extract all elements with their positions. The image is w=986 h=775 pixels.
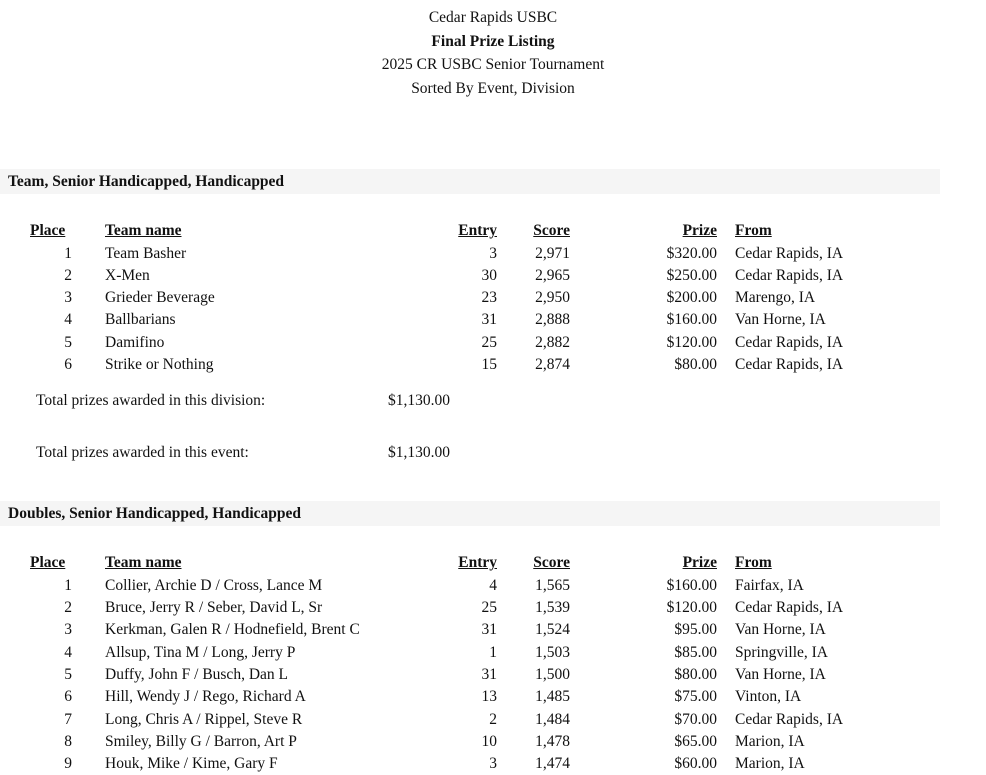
cell-place: 1	[64, 244, 72, 262]
sort-description: Sorted By Event, Division	[411, 79, 575, 97]
table-row	[28, 354, 940, 376]
prize-table	[28, 551, 940, 775]
cell-score: 1,474	[535, 755, 570, 773]
section-title-bar	[0, 169, 940, 194]
cell-score: 2,888	[535, 311, 570, 329]
column-header-score-label: Score	[533, 554, 570, 572]
cell-prize: $75.00	[674, 688, 717, 706]
cell-from: Van Horne, IA	[735, 311, 826, 329]
column-header-entry	[455, 551, 497, 575]
cell-from: Vinton, IA	[735, 688, 802, 706]
cell-from: Marion, IA	[735, 755, 805, 773]
cell-place: 5	[64, 665, 72, 683]
cell-prize: $160.00	[666, 311, 717, 329]
cell-prize: $65.00	[674, 732, 717, 750]
cell-score: 2,971	[535, 244, 570, 262]
cell-place: 2	[64, 599, 72, 617]
report-title: Final Prize Listing	[431, 32, 555, 50]
cell-score: 1,478	[535, 732, 570, 750]
cell-prize: $80.00	[674, 355, 717, 373]
cell-team: Houk, Mike / Kime, Gary F	[105, 755, 278, 773]
table-row	[28, 619, 940, 641]
cell-place: 7	[64, 710, 72, 728]
total-division-line	[36, 393, 986, 409]
section-title-bar	[0, 501, 940, 526]
cell-team: X-Men	[105, 266, 150, 284]
column-header-entry	[455, 219, 497, 243]
org-name: Cedar Rapids USBC	[428, 9, 558, 26]
cell-team: Kerkman, Galen R / Hodnefield, Brent C	[105, 621, 360, 639]
column-header-place-label: Place	[30, 554, 66, 572]
cell-score: 1,484	[535, 710, 570, 728]
cell-prize: $250.00	[666, 266, 717, 284]
cell-team: Hill, Wendy J / Rego, Richard A	[105, 688, 306, 706]
cell-score: 2,882	[535, 333, 570, 351]
cell-from: Cedar Rapids, IA	[735, 333, 844, 351]
cell-team: Collier, Archie D / Cross, Lance M	[105, 576, 323, 594]
cell-from: Van Horne, IA	[735, 665, 826, 683]
cell-prize: $95.00	[674, 621, 717, 639]
table-row	[28, 642, 940, 664]
cell-place: 2	[64, 266, 72, 284]
total-amount: $1,130.00	[388, 444, 450, 462]
cell-from: Springville, IA	[735, 643, 828, 661]
column-header-place-label: Place	[30, 222, 66, 239]
section-title: Team, Senior Handicapped, Handicapped	[8, 173, 285, 190]
cell-team: Grieder Beverage	[105, 289, 215, 307]
cell-team: Bruce, Jerry R / Seber, David L, Sr	[105, 599, 323, 617]
cell-place: 6	[64, 688, 72, 706]
total-event-line	[36, 445, 986, 461]
cell-score: 2,874	[535, 355, 570, 373]
cell-team: Duffy, John F / Busch, Dan L	[105, 665, 288, 683]
cell-entry: 31	[481, 621, 497, 639]
cell-entry: 3	[489, 755, 497, 773]
cell-place: 3	[64, 621, 72, 639]
table-row	[28, 753, 940, 775]
cell-team: Team Basher	[105, 244, 187, 262]
column-header-prize-label: Prize	[682, 554, 717, 572]
column-header-team-label: Team name	[105, 222, 182, 239]
sections-container	[0, 169, 986, 775]
cell-prize: $80.00	[674, 665, 717, 683]
cell-entry: 10	[481, 732, 497, 750]
column-header-prize	[570, 219, 717, 243]
cell-score: 1,485	[535, 688, 570, 706]
cell-entry: 3	[489, 244, 497, 262]
table-row	[28, 265, 940, 287]
cell-entry: 2	[489, 710, 497, 728]
cell-prize: $160.00	[666, 576, 717, 594]
column-header-team	[72, 219, 455, 243]
total-amount: $1,130.00	[388, 392, 450, 410]
cell-score: 1,500	[535, 665, 570, 683]
column-header-from	[717, 219, 940, 243]
cell-prize: $85.00	[674, 643, 717, 661]
cell-team: Long, Chris A / Rippel, Steve R	[105, 710, 303, 728]
table-row	[28, 332, 940, 354]
total-label: Total prizes awarded in this event:	[36, 444, 249, 462]
cell-from: Cedar Rapids, IA	[735, 355, 844, 373]
cell-from: Cedar Rapids, IA	[735, 710, 844, 728]
cell-team: Strike or Nothing	[105, 355, 214, 373]
division-section	[0, 169, 986, 461]
cell-team: Smiley, Billy G / Barron, Art P	[105, 732, 297, 750]
cell-entry: 31	[481, 665, 497, 683]
cell-score: 2,965	[535, 266, 570, 284]
cell-place: 4	[64, 311, 72, 329]
cell-prize: $200.00	[666, 289, 717, 307]
cell-team: Allsup, Tina M / Long, Jerry P	[105, 643, 296, 661]
cell-place: 1	[64, 576, 72, 594]
table-row	[28, 664, 940, 686]
cell-entry: 23	[481, 289, 497, 307]
cell-place: 6	[64, 355, 72, 373]
cell-team: Damifino	[105, 333, 165, 351]
cell-entry: 30	[481, 266, 497, 284]
cell-from: Cedar Rapids, IA	[735, 244, 844, 262]
table-row	[28, 709, 940, 731]
column-header-entry-label: Entry	[458, 554, 497, 572]
column-header-prize	[570, 551, 717, 575]
table-row	[28, 731, 940, 753]
column-header-score-label: Score	[533, 222, 570, 239]
column-header-prize-label: Prize	[682, 222, 717, 239]
cell-entry: 15	[481, 355, 497, 373]
cell-from: Cedar Rapids, IA	[735, 599, 844, 617]
column-header-from-label: From	[735, 554, 772, 572]
tournament-name: 2025 CR USBC Senior Tournament	[381, 56, 605, 73]
cell-place: 5	[64, 333, 72, 351]
column-header-score	[497, 551, 570, 575]
column-header-team-label: Team name	[105, 554, 182, 572]
cell-place: 4	[64, 643, 72, 661]
table-row	[28, 243, 940, 265]
table-row	[28, 575, 940, 597]
cell-from: Cedar Rapids, IA	[735, 266, 844, 284]
column-header-from	[717, 551, 940, 575]
column-header-place	[28, 551, 72, 575]
column-header-row	[28, 551, 940, 575]
division-section	[0, 501, 986, 775]
table-row	[28, 287, 940, 309]
cell-from: Marion, IA	[735, 732, 805, 750]
cell-score: 1,539	[535, 599, 570, 617]
cell-prize: $60.00	[674, 755, 717, 773]
cell-entry: 25	[481, 599, 497, 617]
cell-from: Van Horne, IA	[735, 621, 826, 639]
cell-from: Fairfax, IA	[735, 576, 804, 594]
column-header-team	[72, 551, 455, 575]
column-header-from-label: From	[735, 222, 772, 239]
cell-prize: $120.00	[666, 599, 717, 617]
cell-entry: 4	[489, 576, 497, 594]
cell-prize: $70.00	[674, 710, 717, 728]
cell-score: 1,524	[535, 621, 570, 639]
cell-team: Ballbarians	[105, 311, 176, 329]
cell-from: Marengo, IA	[735, 289, 816, 307]
cell-entry: 13	[481, 688, 497, 706]
table-row	[28, 309, 940, 331]
cell-place: 3	[64, 289, 72, 307]
column-header-entry-label: Entry	[458, 222, 497, 239]
prize-table	[28, 219, 940, 376]
cell-entry: 25	[481, 333, 497, 351]
cell-place: 9	[64, 755, 72, 773]
cell-place: 8	[64, 732, 72, 750]
report-header	[0, 0, 986, 100]
cell-score: 1,565	[535, 576, 570, 594]
section-title: Doubles, Senior Handicapped, Handicapped	[8, 505, 302, 523]
table-row	[28, 686, 940, 708]
cell-entry: 1	[489, 643, 497, 661]
cell-prize: $320.00	[666, 244, 717, 262]
column-header-row	[28, 219, 940, 243]
cell-score: 2,950	[535, 289, 570, 307]
column-header-place	[28, 219, 72, 243]
cell-entry: 31	[481, 311, 497, 329]
table-row	[28, 597, 940, 619]
total-label: Total prizes awarded in this division:	[36, 392, 266, 410]
column-header-score	[497, 219, 570, 243]
cell-prize: $120.00	[666, 333, 717, 351]
cell-score: 1,503	[535, 643, 570, 661]
